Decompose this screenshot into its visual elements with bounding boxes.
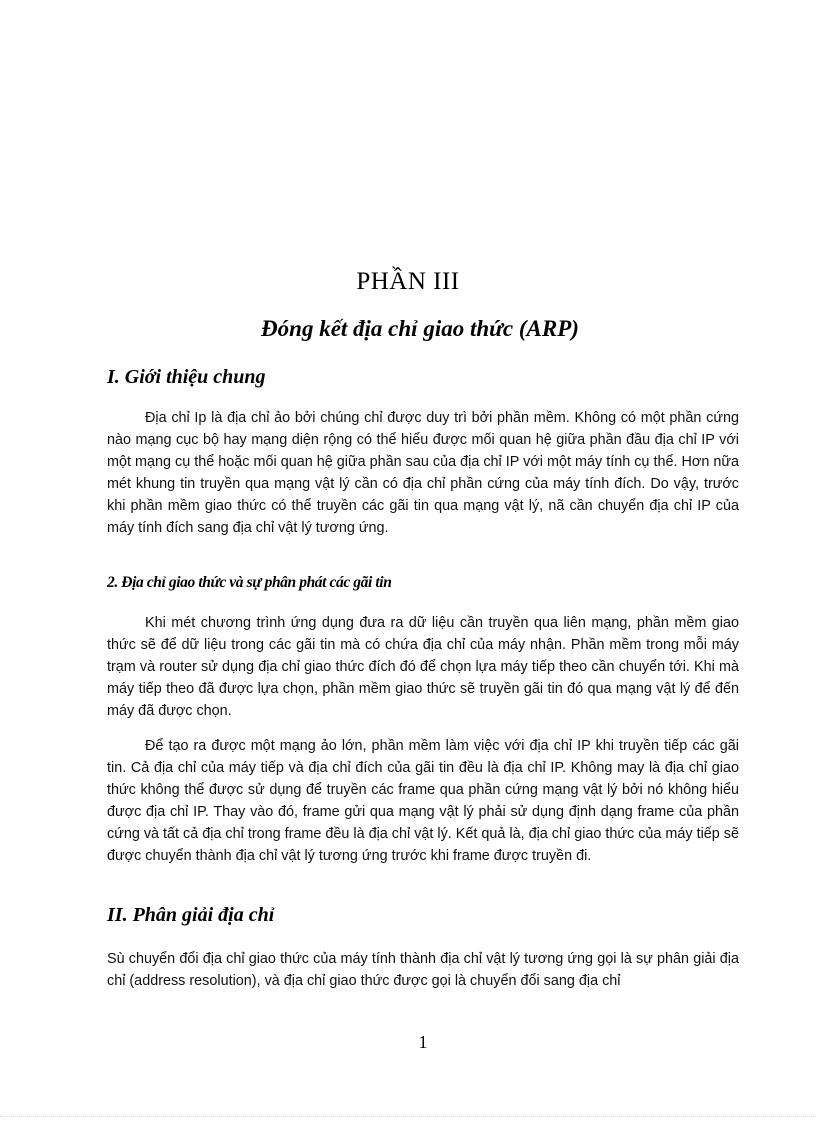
section-heading-protocol-address: 2. Địa chỉ giao thức và sự phân phát các gãi tin bbox=[107, 574, 392, 591]
section-heading-intro: I. Giới thiệu chung bbox=[107, 366, 266, 388]
section-heading-address-resolution: II. Phân giải địa chỉ bbox=[107, 904, 275, 926]
paragraph-protocol-address-2: Để tạo ra được một mạng ảo lớn, phần mềm làm việc với địa chỉ IP khi truyền tiếp các gãi tin. Cả địa chỉ của máy tiếp và địa chỉ đích của gãi tin đều là địa chỉ IP. Không may là địa chỉ giao thức không thể được sử dụng để truyền các frame qua phần cứng mạng vật lý bởi nó không hiểu được địa chỉ IP. Thay vào đó, frame gửi qua mạng vật lý phải sử dụng định dạng frame của phần cứng và tất cả địa chỉ trong frame đều là địa chỉ vật lý. Kết quả là, địa chỉ giao thức của máy tiếp sẽ được chuyển thành địa chỉ vật lý tương ứng trước khi frame được truyền đi. bbox=[107, 738, 740, 864]
paragraph-protocol-address-1: Khi mét chương trình ứng dụng đưa ra dữ liệu cần truyền qua liên mạng, phần mềm giao thức sẽ để dữ liệu trong các gãi tin mà có chứa địa chỉ của máy nhận. Phần mềm trong mỗi máy trạm và router sử dụng địa chỉ giao thức đích đó để chọn lựa máy tiếp theo cần chuyển tới. Khi mà máy tiếp theo đã được lựa chọn, phần mềm giao thức sẽ truyền gãi tin đó qua mạng vật lý để đến máy đã được chọn. bbox=[107, 615, 739, 719]
chapter-title: Đóng kết địa chỉ giao thức (ARP) bbox=[261, 316, 579, 341]
page-number: 1 bbox=[418, 1032, 428, 1052]
paragraph-address-resolution: Sù chuyển đổi địa chỉ giao thức của máy tính thành địa chỉ vật lý tương ứng gọi là sự phân giải địa chỉ (address resolution), và địa chỉ giao thức được gọi là chuyển đổi sang địa chỉ bbox=[107, 951, 739, 989]
part-title: PHẦN III bbox=[356, 268, 460, 295]
paragraph-intro: Địa chỉ Ip là địa chỉ ảo bởi chúng chỉ được duy trì bởi phần mềm. Không có một phần cứng nào mạng cục bộ hay mạng diện rộng có thể hiểu được mối quan hệ giữa phần đầu địa chỉ IP với một mạng cụ thể hoặc mối quan hệ giữa phần sau của địa chỉ IP với một máy tính cụ thể. Hơn nữa mét khung tin truyền qua mạng vật lý cần có địa chỉ phần cứng của máy tính đích. Do vậy, trước khi phần mềm giao thức có thể truyền các gãi tin qua mạng vật lý, nã cần chuyển địa chỉ IP của máy tính đích sang địa chỉ vật lý tương ứng. bbox=[107, 410, 739, 536]
page-bottom-divider bbox=[0, 1116, 816, 1117]
